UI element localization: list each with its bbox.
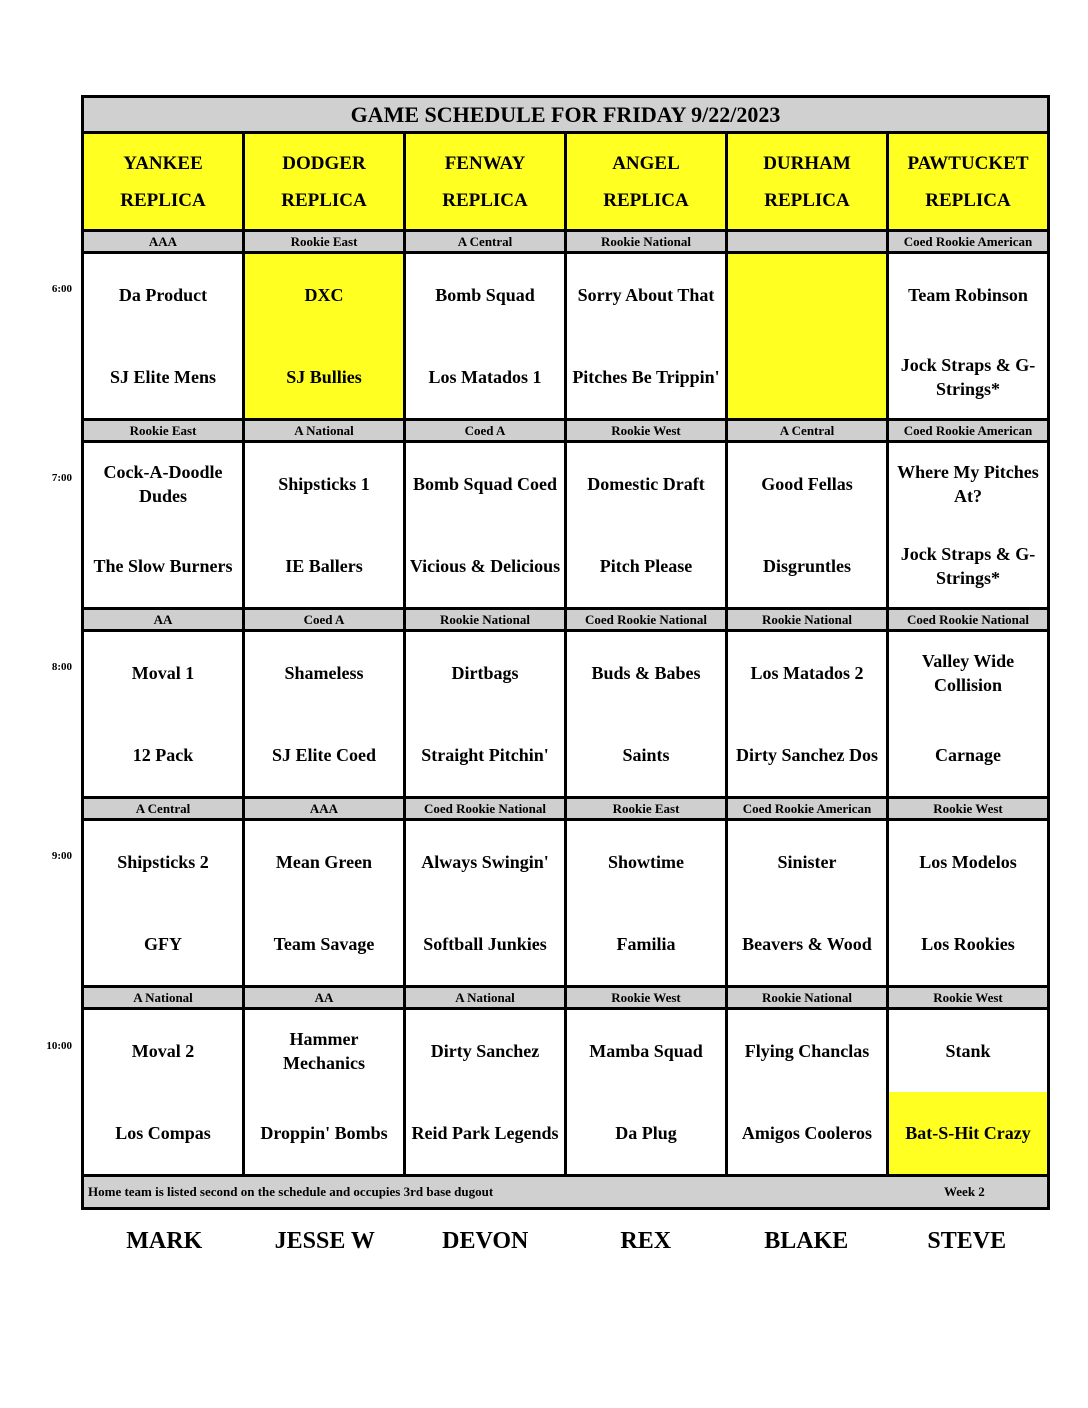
away-team: Shipsticks 2 xyxy=(117,852,209,872)
game-cell xyxy=(889,443,1047,607)
time-label: 10:00 xyxy=(46,1040,72,1052)
game-cell xyxy=(406,1010,564,1174)
away-team: Good Fellas xyxy=(761,474,853,494)
umpire-name: JESSE W xyxy=(274,1228,375,1254)
division-label: AAA xyxy=(245,799,403,818)
field-subtitle: REPLICA xyxy=(925,189,1011,211)
division-label: A Central xyxy=(406,232,564,251)
game-cell xyxy=(728,632,886,796)
home-team: Reid Park Legends xyxy=(411,1123,559,1143)
division-label: Rookie East xyxy=(567,799,725,818)
umpire-name: STEVE xyxy=(927,1228,1007,1254)
game-cell xyxy=(245,443,403,607)
division-label: A National xyxy=(84,988,242,1007)
games-row xyxy=(84,632,1047,799)
footer-note: Home team is listed second on the schedule and occupies 3rd base dugout xyxy=(88,1184,494,1199)
home-team: Pitches Be Trippin' xyxy=(572,367,720,387)
game-cell xyxy=(728,443,886,607)
home-team: Team Savage xyxy=(273,934,375,954)
field-subtitle: REPLICA xyxy=(120,189,206,211)
game-cell xyxy=(889,1010,1047,1174)
away-team: Da Product xyxy=(118,285,208,305)
umpire-name: BLAKE xyxy=(764,1228,849,1254)
division-label: Coed Rookie National xyxy=(567,610,725,629)
division-label: Coed A xyxy=(406,421,564,440)
schedule-table xyxy=(81,95,1050,1210)
away-team: Cock-A-Doodle Dudes xyxy=(103,462,223,506)
away-team: Always Swingin' xyxy=(421,852,549,872)
division-label: A Central xyxy=(84,799,242,818)
away-team: Valley Wide Collision xyxy=(921,651,1015,695)
division-label: Rookie West xyxy=(889,988,1047,1007)
game-cell xyxy=(567,443,725,607)
game-cell xyxy=(245,821,403,985)
field-name: FENWAY xyxy=(444,152,526,174)
field-name: PAWTUCKET xyxy=(907,152,1029,174)
home-team: Pitch Please xyxy=(599,556,693,576)
field-name: DURHAM xyxy=(763,152,851,174)
umpire-row xyxy=(84,1228,1047,1255)
game-cell xyxy=(245,1010,403,1174)
division-label: Coed Rookie National xyxy=(889,610,1047,629)
field-header xyxy=(84,134,242,229)
game-cell xyxy=(728,254,886,418)
game-cell xyxy=(406,254,564,418)
home-team: SJ Elite Coed xyxy=(271,745,376,765)
field-name: DODGER xyxy=(282,152,366,174)
field-header-row xyxy=(84,134,1047,232)
home-team: Los Compas xyxy=(115,1123,211,1143)
home-team: Dirty Sanchez Dos xyxy=(736,745,878,765)
time-slots xyxy=(84,232,1047,1177)
division-label: Rookie National xyxy=(728,610,886,629)
field-subtitle: REPLICA xyxy=(764,189,850,211)
game-cell xyxy=(406,821,564,985)
game-cell xyxy=(567,632,725,796)
away-team: Shameless xyxy=(284,663,364,683)
division-label: Rookie West xyxy=(567,421,725,440)
field-header xyxy=(728,134,886,229)
schedule-title: GAME SCHEDULE FOR FRIDAY 9/22/2023 xyxy=(84,98,1047,134)
game-cell xyxy=(245,632,403,796)
home-team: GFY xyxy=(144,934,182,954)
home-team: Familia xyxy=(616,934,676,954)
field-header xyxy=(245,134,403,229)
division-label: Rookie East xyxy=(245,232,403,251)
footer-bar xyxy=(84,1177,1047,1207)
games-row xyxy=(84,1010,1047,1177)
game-cell xyxy=(245,254,403,418)
home-team: Amigos Cooleros xyxy=(741,1123,873,1143)
division-label: AA xyxy=(245,988,403,1007)
field-header xyxy=(889,134,1047,229)
away-team: Team Robinson xyxy=(908,285,1028,305)
game-cell xyxy=(406,632,564,796)
division-row xyxy=(84,799,1047,821)
games-row xyxy=(84,443,1047,610)
away-team: Los Matados 2 xyxy=(750,663,864,683)
time-label: 8:00 xyxy=(51,661,72,673)
field-name: YANKEE xyxy=(123,152,203,174)
home-team: SJ Bullies xyxy=(286,367,362,387)
home-team: The Slow Burners xyxy=(93,556,233,576)
away-team: Stank xyxy=(945,1041,991,1061)
home-team: Saints xyxy=(622,745,670,765)
game-cell xyxy=(567,821,725,985)
division-label: Rookie West xyxy=(889,799,1047,818)
home-team: Los Rookies xyxy=(921,934,1015,954)
away-team: Domestic Draft xyxy=(587,474,705,494)
game-cell xyxy=(728,1010,886,1174)
division-label: Coed Rookie American xyxy=(889,421,1047,440)
time-label: 9:00 xyxy=(51,850,72,862)
home-team: Bat-S-Hit Crazy xyxy=(889,1092,1047,1174)
away-team xyxy=(728,254,886,336)
home-team: Softball Junkies xyxy=(423,934,547,954)
games-row xyxy=(84,821,1047,988)
division-label: Rookie East xyxy=(84,421,242,440)
away-team: Buds & Babes xyxy=(591,663,701,683)
division-row xyxy=(84,232,1047,254)
game-cell xyxy=(728,821,886,985)
home-team: Droppin' Bombs xyxy=(260,1123,388,1143)
division-label: Rookie West xyxy=(567,988,725,1007)
games-row xyxy=(84,254,1047,421)
time-label: 6:00 xyxy=(51,283,72,295)
game-cell xyxy=(84,821,242,985)
home-team: Disgruntles xyxy=(762,556,851,576)
division-label: Rookie National xyxy=(728,988,886,1007)
game-cell xyxy=(84,254,242,418)
away-team: Dirty Sanchez xyxy=(430,1041,540,1061)
away-team: Sorry About That xyxy=(577,285,715,305)
umpire-name: DEVON xyxy=(442,1228,529,1254)
home-team: Da Plug xyxy=(615,1123,677,1143)
game-cell xyxy=(567,254,725,418)
game-cell xyxy=(84,632,242,796)
away-team: Where My Pitches At? xyxy=(897,462,1039,506)
home-team: IE Ballers xyxy=(285,556,363,576)
away-team: Los Modelos xyxy=(919,852,1017,872)
away-team: Bomb Squad Coed xyxy=(412,474,558,494)
game-cell xyxy=(84,1010,242,1174)
umpire-name: REX xyxy=(620,1228,672,1254)
division-label: Coed Rookie American xyxy=(889,232,1047,251)
field-name: ANGEL xyxy=(612,152,680,174)
away-team: Showtime xyxy=(608,852,684,872)
time-label: 7:00 xyxy=(51,472,72,484)
week-label: Week 2 xyxy=(944,1184,985,1199)
division-row xyxy=(84,421,1047,443)
game-cell xyxy=(567,1010,725,1174)
away-team: Moval 2 xyxy=(131,1041,195,1061)
away-team: Dirtbags xyxy=(451,663,519,683)
field-subtitle: REPLICA xyxy=(281,189,367,211)
game-cell xyxy=(889,254,1047,418)
division-label: Coed Rookie National xyxy=(406,799,564,818)
division-label: A Central xyxy=(728,421,886,440)
home-team: Carnage xyxy=(935,745,1001,765)
division-label: Coed Rookie American xyxy=(728,799,886,818)
game-cell xyxy=(406,443,564,607)
division-label xyxy=(728,232,886,251)
away-team: Hammer Mechanics xyxy=(283,1029,365,1073)
field-subtitle: REPLICA xyxy=(442,189,528,211)
umpire-name: MARK xyxy=(126,1228,203,1254)
home-team: SJ Elite Mens xyxy=(110,367,216,387)
field-subtitle: REPLICA xyxy=(603,189,689,211)
division-label: A National xyxy=(245,421,403,440)
home-team: Vicious & Delicious xyxy=(409,556,561,576)
field-header xyxy=(567,134,725,229)
home-team: Jock Straps & G-Strings* xyxy=(900,544,1036,588)
game-cell xyxy=(84,443,242,607)
home-team: 12 Pack xyxy=(132,745,194,765)
division-row xyxy=(84,610,1047,632)
game-cell xyxy=(889,821,1047,985)
division-label: Rookie National xyxy=(406,610,564,629)
away-team: Mean Green xyxy=(275,852,373,872)
game-cell xyxy=(889,632,1047,796)
division-label: AAA xyxy=(84,232,242,251)
division-row xyxy=(84,988,1047,1010)
away-team: Moval 1 xyxy=(131,663,195,683)
away-team: DXC xyxy=(304,285,344,305)
division-label: Coed A xyxy=(245,610,403,629)
home-team: Beavers & Wood xyxy=(742,934,872,954)
away-team: Shipsticks 1 xyxy=(278,474,370,494)
away-team: Bomb Squad xyxy=(435,285,535,305)
home-team: Los Matados 1 xyxy=(428,367,542,387)
field-header xyxy=(406,134,564,229)
home-team xyxy=(728,336,886,418)
division-label: Rookie National xyxy=(567,232,725,251)
away-team: Sinister xyxy=(777,852,837,872)
home-team: Jock Straps & G-Strings* xyxy=(900,355,1036,399)
home-team: Straight Pitchin' xyxy=(421,745,549,765)
away-team: Flying Chanclas xyxy=(744,1041,870,1061)
division-label: AA xyxy=(84,610,242,629)
away-team: Mamba Squad xyxy=(589,1041,703,1061)
division-label: A National xyxy=(406,988,564,1007)
